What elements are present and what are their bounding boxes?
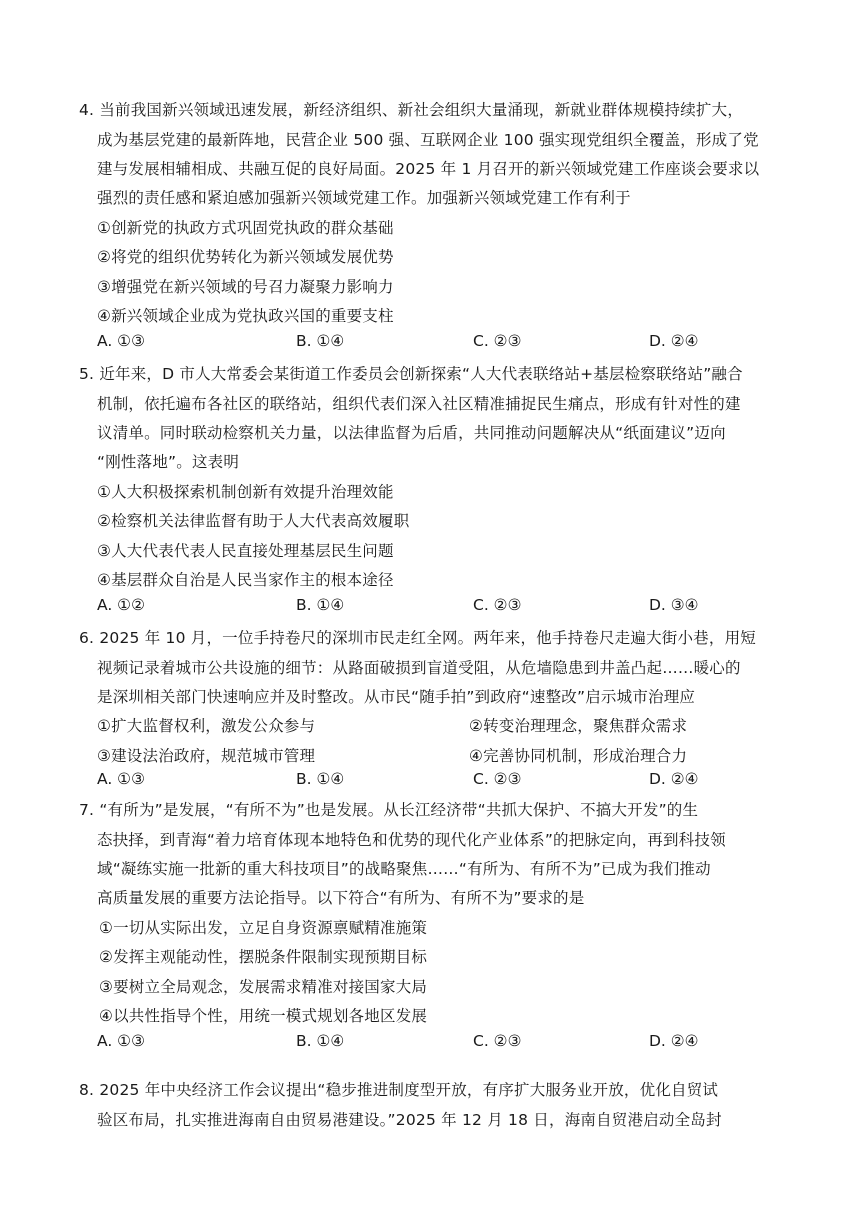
question-4-statement-1: ①创新党的执政方式巩固党执政的群众基础 — [97, 219, 394, 237]
question-4-stem-line: 4. 当前我国新兴领域迅速发展，新经济组织、新社会组织大量涌现，新就业群体规模持续扩大， — [79, 101, 744, 119]
question-6-statement-2: ②转变治理理念，聚焦群众需求 — [469, 717, 688, 735]
question-6-option-b: B. ①④ — [296, 770, 345, 788]
question-4-option-a: A. ①③ — [97, 332, 145, 350]
question-6-option-d: D. ②④ — [649, 770, 699, 788]
question-4-option-d: D. ②④ — [649, 332, 699, 350]
question-5-option-d: D. ③④ — [649, 596, 699, 614]
question-7-stem-line: 7. “有所为”是发展，“有所不为”也是发展。从长江经济带“共抓大保护、不搞大开发”的生 — [79, 801, 699, 819]
question-7-statement-1: ①一切从实际出发，立足自身资源禀赋精准施策 — [99, 919, 428, 937]
question-4-statement-2: ②将党的组织优势转化为新兴领域发展优势 — [97, 248, 394, 266]
question-7-option-b: B. ①④ — [296, 1032, 345, 1050]
question-6-stem-line: 6. 2025 年 10 月，一位手持卷尺的深圳市民走红全网。两年来，他手持卷尺走遍大街小巷，用短 — [79, 629, 756, 647]
question-4-statement-4: ④新兴领域企业成为党执政兴国的重要支柱 — [97, 307, 394, 325]
question-7-statement-3: ③要树立全局观念，发展需求精准对接国家大局 — [99, 978, 428, 996]
question-5-statement-4: ④基层群众自治是人民当家作主的根本途径 — [97, 571, 394, 589]
question-4-stem-line: 成为基层党建的最新阵地，民营企业 500 强、互联网企业 100 强实现党组织全覆盖，形成了党 — [97, 131, 759, 149]
question-4-stem-line: 建与发展相辅相成、共融互促的良好局面。2025 年 1 月召开的新兴领域党建工作座谈会要求以 — [97, 160, 760, 178]
question-7-option-d: D. ②④ — [649, 1032, 699, 1050]
question-5-stem-line: 议清单。同时联动检察机关力量，以法律监督为后盾，共同推动问题解决从“纸面建议”迈向 — [97, 424, 726, 442]
question-8-stem-line: 8. 2025 年中央经济工作会议提出“稳步推进制度型开放，有序扩大服务业开放，优化自贸试 — [79, 1081, 719, 1099]
question-6-statement-1: ①扩大监督权利，激发公众参与 — [97, 717, 316, 735]
question-7-option-c: C. ②③ — [473, 1032, 522, 1050]
question-7-stem-line: 态抉择，到青海“着力培育体现本地特色和优势的现代化产业体系”的把脉定向，再到科技领 — [97, 831, 726, 849]
question-6-statement-4: ④完善协同机制，形成治理合力 — [469, 747, 688, 765]
question-5-statement-1: ①人大积极探索机制创新有效提升治理效能 — [97, 483, 394, 501]
question-8-stem-line: 验区布局，扎实推进海南自由贸易港建设。”2025 年 12 月 18 日，海南自贸港启动全岛封 — [97, 1111, 722, 1129]
question-5-stem-line: “刚性落地”。这表明 — [97, 453, 240, 471]
question-5-stem-line: 机制，依托遍布各社区的联络站，组织代表们深入社区精准捕捉民生痛点，形成有针对性的建 — [97, 395, 741, 413]
question-5-statement-2: ②检察机关法律监督有助于人大代表高效履职 — [97, 512, 410, 530]
question-4-statement-3: ③增强党在新兴领域的号召力凝聚力影响力 — [97, 278, 394, 296]
question-5-statement-3: ③人大代表代表人民直接处理基层民生问题 — [97, 542, 394, 560]
question-7-statement-4: ④以共性指导个性，用统一模式规划各地区发展 — [99, 1007, 428, 1025]
question-7-option-a: A. ①③ — [97, 1032, 145, 1050]
question-7-stem-line: 域“凝练实施一批新的重大科技项目”的战略聚焦……“有所为、有所不为”已成为我们推动 — [97, 860, 711, 878]
question-7-stem-line: 高质量发展的重要方法论指导。以下符合“有所为、有所不为”要求的是 — [97, 889, 585, 907]
question-4-option-c: C. ②③ — [473, 332, 522, 350]
question-4-option-b: B. ①④ — [296, 332, 345, 350]
question-5-option-b: B. ①④ — [296, 596, 345, 614]
question-5-option-c: C. ②③ — [473, 596, 522, 614]
question-6-statement-3: ③建设法治政府，规范城市管理 — [97, 747, 316, 765]
question-6-option-a: A. ①③ — [97, 770, 145, 788]
question-5-stem-line: 5. 近年来，D 市人大常委会某街道工作委员会创新探索“人大代表联络站+基层检察联络站”融合 — [79, 365, 743, 383]
question-4-stem-line: 强烈的责任感和紧迫感加强新兴领域党建工作。加强新兴领域党建工作有利于 — [97, 189, 631, 207]
question-5-option-a: A. ①② — [97, 596, 145, 614]
question-6-option-c: C. ②③ — [473, 770, 522, 788]
question-7-statement-2: ②发挥主观能动性，摆脱条件限制实现预期目标 — [99, 948, 428, 966]
question-6-stem-line: 是深圳相关部门快速响应并及时整改。从市民“随手拍”到政府“速整改”启示城市治理应 — [97, 688, 696, 706]
question-6-stem-line: 视频记录着城市公共设施的细节：从路面破损到盲道受阻，从危墙隐患到井盖凸起……暖心的 — [97, 659, 741, 677]
